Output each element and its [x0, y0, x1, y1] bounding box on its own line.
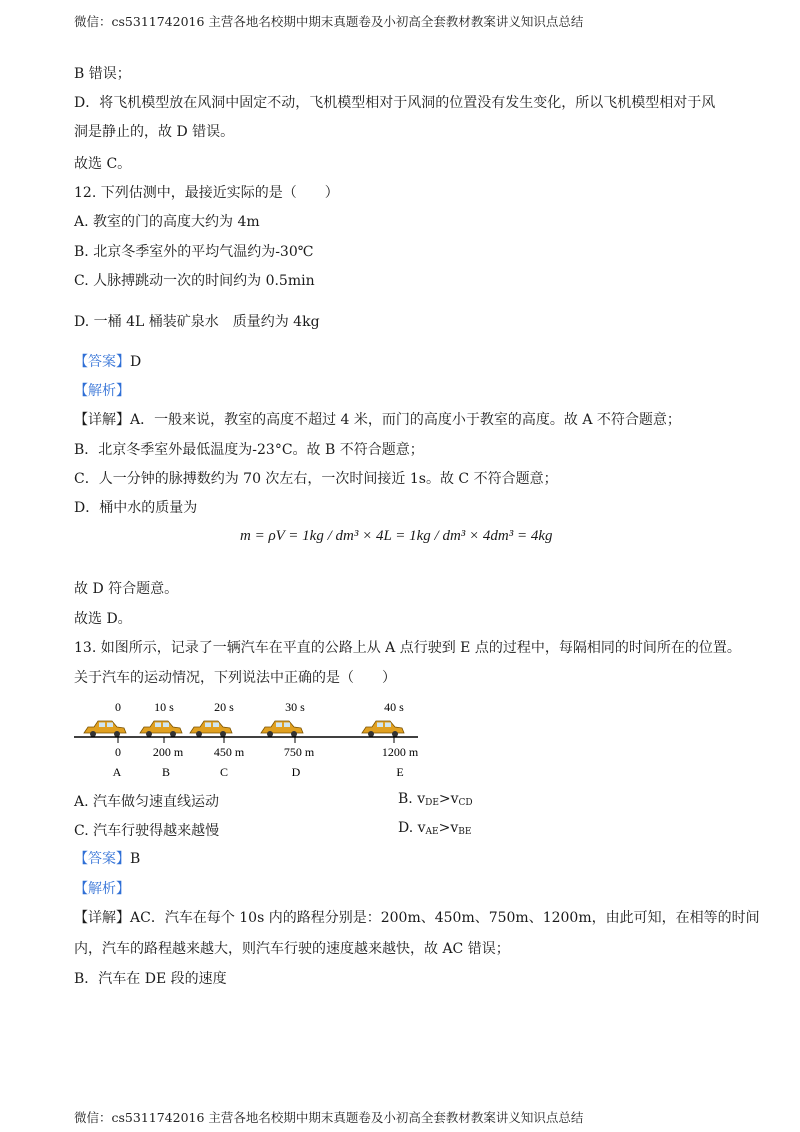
car-icon [261, 721, 303, 737]
q11-line-3: 洞是静止的，故 D 错误。 [74, 124, 235, 140]
q12-stem: 12. 下列估测中，最接近实际的是（ ） [74, 185, 339, 201]
q13-explain-2: 内，汽车的路程越来越大，则汽车行驶的速度越来越快，故 AC 错误； [74, 941, 510, 957]
q11-line-2: D．将飞机模型放在风洞中固定不动，飞机模型相对于风洞的位置没有发生变化，所以飞机模型相对于风 [74, 95, 716, 111]
point-label: A [112, 765, 122, 779]
car-icon [362, 721, 404, 737]
q13-stem-2: 关于汽车的运动情况，下列说法中正确的是（ ） [74, 670, 396, 686]
car-motion-diagram [70, 695, 440, 785]
car-icon [190, 721, 232, 737]
point-label: C [219, 765, 229, 779]
time-label: 30 s [285, 700, 305, 714]
time-label: 20 s [214, 700, 234, 714]
q12-option-b: B. 北京冬季室外的平均气温约为-30℃ [74, 244, 314, 260]
distance-label: 0 [115, 745, 121, 759]
page-header: 微信：cs5311742016 主营各地名校期中期末真题卷及小初高全套教材教案讲义知识点总结 [74, 14, 584, 29]
q13-stem-1: 13. 如图所示，记录了一辆汽车在平直的公路上从 A 点行驶到 E 点的过程中，每隔相同的时间所在的位置。 [74, 640, 741, 656]
q11-line-1: B 错误； [74, 66, 131, 82]
q13-analysis-tag [74, 879, 130, 899]
q12-explain-3: C．人一分钟的脉搏数约为 70 次左右，一次时间接近 1s。故 C 不符合题意； [74, 471, 558, 487]
explain-text: AC．汽车在每个 10s 内的路程分别是：200m、450m、750m、1200m，由此可知，在相等的时间 [130, 910, 760, 926]
analysis-tag: 【解析】 [74, 383, 130, 399]
analysis-tag: 【解析】 [74, 881, 130, 897]
q12-explain-1 [74, 410, 681, 430]
q13-option-b: B. $v_{DE}>v_{CD}$ [398, 791, 473, 808]
q13-explain-1 [74, 908, 760, 928]
q12-option-a: A. 教室的门的高度大约为 4m [74, 214, 260, 230]
answer-value: B [130, 851, 141, 867]
point-label: E [396, 765, 404, 779]
q13-option-a: A. 汽车做匀速直线运动 [74, 794, 220, 810]
distance-label: 750 m [283, 745, 315, 759]
page-footer: 微信：cs5311742016 主营各地名校期中期末真题卷及小初高全套教材教案讲义知识点总结 [74, 1110, 584, 1125]
car-icon [84, 721, 126, 737]
q12-explain-2: B．北京冬季室外最低温度为-23°C。故 B 不符合题意； [74, 442, 424, 458]
answer-tag: 【答案】 [74, 354, 130, 370]
time-label: 10 s [154, 700, 174, 714]
q13-answer [74, 849, 140, 869]
q13-option-c: C. 汽车行驶得越来越慢 [74, 823, 220, 839]
q12-analysis-tag [74, 381, 130, 401]
time-label: 40 s [384, 700, 404, 714]
q12-conclusion: 故选 D。 [74, 611, 132, 627]
point-label: D [291, 765, 301, 779]
q12-answer [74, 352, 141, 372]
distance-label: 1200 m [381, 745, 419, 759]
q12-explain-5: 故 D 符合题意。 [74, 581, 179, 597]
explain-text: A．一般来说，教室的高度不超过 4 米，而门的高度小于教室的高度。故 A 不符合题意； [130, 412, 681, 428]
q11-conclusion: 故选 C。 [74, 156, 132, 172]
distance-label: 200 m [152, 745, 184, 759]
q13-explain-3: B．汽车在 DE 段的速度 [74, 971, 227, 987]
distance-label: 450 m [213, 745, 245, 759]
detail-tag: 【详解】 [74, 412, 130, 428]
detail-tag: 【详解】 [74, 910, 130, 926]
point-label: B [161, 765, 171, 779]
q12-option-d: D. 一桶 4L 桶装矿泉水 质量约为 4kg [74, 314, 320, 330]
q12-option-c: C. 人脉搏跳动一次的时间约为 0.5min [74, 273, 315, 289]
answer-value: D [130, 354, 142, 370]
q13-option-d: D. $v_{AE}>v_{BE}$ [398, 820, 472, 837]
q12-explain-4: D．桶中水的质量为 [74, 500, 198, 516]
car-icon [140, 721, 182, 737]
mass-formula: m = ρV = 1kg / dm³ × 4L = 1kg / dm³ × 4dm³ = 4kg [240, 528, 553, 544]
answer-tag: 【答案】 [74, 851, 130, 867]
time-label: 0 [115, 700, 121, 714]
